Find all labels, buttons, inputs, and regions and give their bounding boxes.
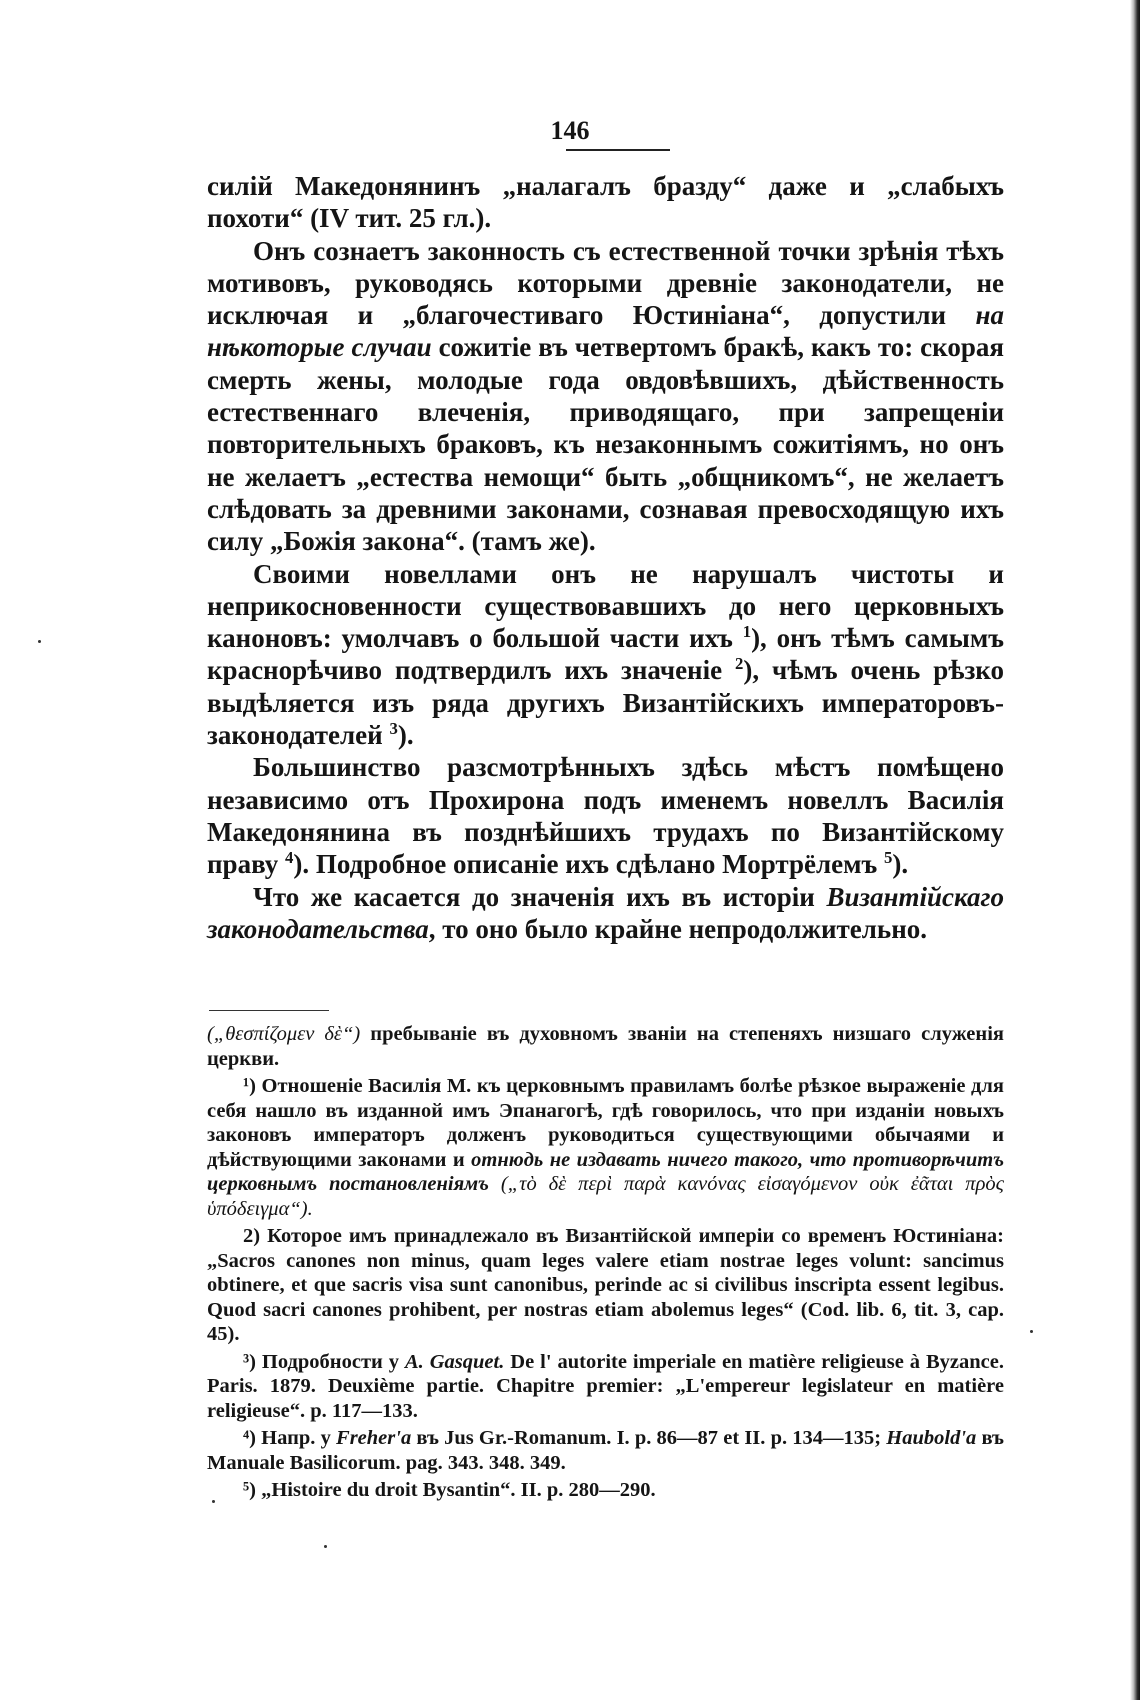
paragraph-4: Большинство разсмотрѣнныхъ здѣсь мѣстъ помѣщено независимо отъ Прохирона подъ именемъ новеллъ Василія Македонянина въ позднѣйшихъ трудахъ по Византійскому праву $^4$). Подробное описаніе ихъ сдѣлано Мортрёлемъ $^5$). bbox=[207, 752, 1004, 880]
footnote-5: ⁵) „Histoire du droit Bysantin“. II. p. 280—290. bbox=[243, 1479, 656, 1501]
footnote-separator bbox=[209, 1010, 329, 1011]
footnote-ref-5: 5 bbox=[883, 848, 893, 868]
page-number-rule bbox=[566, 149, 670, 151]
footnote-ref-3: 3 bbox=[389, 719, 398, 739]
footnote-ref-2: 2 bbox=[735, 654, 744, 674]
paragraph-1: силій Македонянинъ „налагалъ бразду“ даже и „слабыхъ похоти“ (IV тит. 25 гл.). bbox=[207, 171, 1004, 234]
italic-phrase: на нѣкоторые случаи bbox=[207, 300, 1004, 363]
italic-phrase: Византійскаго законодательства bbox=[207, 881, 1004, 944]
scan-speck bbox=[212, 1500, 215, 1503]
scan-speck bbox=[324, 1545, 327, 1548]
footnote-4: ⁴) Напр. у Freher'a въ Jus Gr.-Romanum. I. p. 86—87 et II. p. 134—135; Haubold'a въ Manuale Basilicorum. pag. 343. 348. 349. bbox=[207, 1427, 1004, 1474]
paragraph-5: Что же касается до значенія ихъ въ исторіи Византійскаго законодательства, то оно было крайне непродолжительно. bbox=[207, 881, 1004, 944]
paragraph-3: Своими новеллами онъ не нарушалъ чистоты и неприкосновенности существовавшихъ до него церковныхъ каноновъ: умолчавъ о большой части ихъ $^1$), онъ тѣмъ самымъ краснорѣчиво подтвердилъ ихъ значеніе $^2$), чѣмъ очень рѣзко выдѣляется изъ ряда другихъ Византійскихъ императоровъ-законодателей $^3$). bbox=[207, 558, 1004, 751]
footnote-continuation: („θεσπίζομεν δὲ“) пребываніе въ духовномъ званіи на степеняхъ низшаго служенія церкви. bbox=[207, 1023, 1004, 1070]
footnote-2: 2) Которое имъ принадлежало въ Византійской имперіи со временъ Юстиніана: „Sacros canones non minus, quam leges valere etiam nostrae leges volunt: sancimus obtinere, et que sacris visa sunt canonibus, perinde ac si civilibus inscripta essent legibus. Quod sacri canones prohibent, per nostras etiam abolemus leges“ (Cod. lib. 6, tit. 3, cap. 45). bbox=[207, 1225, 1004, 1345]
footnote-1: ¹) Отношеніе Василія М. къ церковнымъ правиламъ болѣе рѣзкое выраженіе для себя нашло въ изданной имъ Эпанагогѣ, гдѣ говорилось, что при изданіи новыхъ законовъ императоръ долженъ руководиться существующими обычаями и дѣйствующими законами и отнюдь не издавать ничего такого, что противорѣчитъ церковнымъ постановленіямъ („τὸ δὲ περὶ παρὰ κανόνας εἰσαγόμενον οὐκ ἐᾶται πρὸς ὑπόδειγμα“). bbox=[207, 1075, 1004, 1220]
footnote-ref-4: 4 bbox=[284, 848, 294, 868]
scan-speck bbox=[38, 640, 41, 643]
footnotes bbox=[207, 1022, 1004, 1503]
scan-speck bbox=[1030, 1330, 1033, 1333]
main-text bbox=[207, 170, 1004, 945]
footnote-3: ³) Подробности у A. Gasquet. De l' autorite imperiale en matière religieuse à Byzance. Paris. 1879. Deuxième partie. Chapitre premier: „L'empereur legislateur en matière religieuse“. p. 117—133. bbox=[207, 1350, 1004, 1422]
footnote-ref-1: 1 bbox=[742, 622, 752, 642]
page-edge-shadow bbox=[1130, 0, 1140, 1700]
paragraph-2: Онъ сознаетъ законность съ естественной точки зрѣнія тѣхъ мотивовъ, руководясь которыми древніе законодатели, не исключая и „благочестиваго Юстиніана“, допустили на нѣкоторые случаи сожитіе въ четвертомъ бракѣ, какъ то: скорая смерть жены, молодые года овдовѣвшихъ, дѣйственность естественнаго влеченія, приводящаго, при запрещеніи повторительныхъ браковъ, къ незаконнымъ сожитіямъ, но онъ не желаетъ „естества немощи“ быть „общникомъ“, не желаетъ слѣдовать за древними законами, сознавая превосходящую ихъ силу „Божія закона“. (тамъ же). bbox=[207, 235, 1004, 557]
page-number: 146 bbox=[550, 116, 590, 145]
